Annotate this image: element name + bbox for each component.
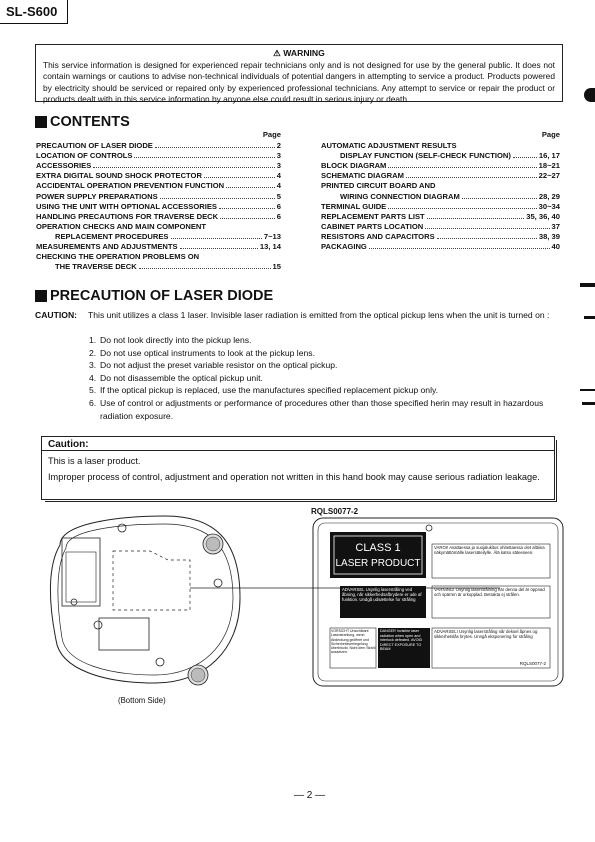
toc-entry-title: MEASUREMENTS AND ADJUSTMENTS <box>36 242 178 252</box>
toc-entry-title: THE TRAVERSE DECK <box>55 262 137 272</box>
caution-item-number: 1. <box>89 335 97 345</box>
precaution-title: PRECAUTION OF LASER DIODE <box>50 288 274 304</box>
caution-item-number: 3. <box>89 360 97 371</box>
toc-entry-page: 5 <box>276 191 281 201</box>
toc-entry-title: EXTRA DIGITAL SOUND SHOCK PROTECTOR <box>36 171 202 181</box>
toc-page-header: Page <box>262 130 281 139</box>
caution-box-title: Caution: <box>48 439 89 450</box>
toc-entry-title: PRECAUTION OF LASER DIODE <box>36 141 153 151</box>
toc-entry-page: 13, 14 <box>259 242 281 252</box>
bottom-panel <box>99 618 149 650</box>
caution-label: CAUTION: <box>35 310 78 320</box>
toc-entry-title: TERMINAL GUIDE <box>321 201 387 211</box>
screw <box>94 621 102 629</box>
edge-mark <box>580 283 595 287</box>
varning-text: VARNING! Osynlig laserstrålning när denna del är öppnad och spärren är urkopplad. Betrakta ej strålen. <box>434 587 545 597</box>
toc-entry-page: 28, 29 <box>538 191 560 201</box>
screw <box>156 658 164 666</box>
caution-item-number: 6. <box>89 397 97 408</box>
toc-entry-page: 35, 36, 40 <box>526 211 560 221</box>
toc-entry-page: 38, 39 <box>538 231 560 241</box>
toc-entry-page: 4 <box>276 181 281 191</box>
toc-entry-page: 18~21 <box>538 161 560 171</box>
advarsel-dk-text: ADVARSEL Usynlig laserstråling ved åbning, når sikkerhedsafbrydere er ude af funktion. Undgå udsættelse for stråling <box>342 587 422 602</box>
contents-title: CONTENTS <box>50 114 130 130</box>
toc-entry-title: POWER SUPPLY PREPARATIONS <box>36 191 158 201</box>
toc-entry-page: 2 <box>276 141 281 151</box>
caution-box-line1: This is a laser product. <box>48 456 141 466</box>
toc-entry-title: AUTOMATIC ADJUSTMENT RESULTS <box>321 141 457 151</box>
caution-item-number: 2. <box>89 347 97 358</box>
screw <box>118 524 126 532</box>
class1-block <box>330 532 426 578</box>
label-code: RQLS0077-2 <box>311 507 359 516</box>
toc-entry-title: WIRING CONNECTION DIAGRAM <box>340 191 460 201</box>
toc-entry-page: 22~27 <box>538 171 560 181</box>
battery-cover <box>62 538 100 606</box>
battery-cover-slot <box>66 552 96 602</box>
toc-entry-page: 16, 17 <box>538 151 560 161</box>
toc-entry-page: 15 <box>272 262 281 272</box>
advarsel-no-text: ADVARSEL! Usynlig laserstråling når deksel åpnes og sikkerhetslås brytes. Unngå eksponering for stråling <box>434 629 538 639</box>
toc-entry-page: 40 <box>551 242 560 252</box>
class1-title: CLASS 1 <box>355 542 401 554</box>
model-number-tab: SL-S600 <box>0 0 68 24</box>
edge-mark <box>582 402 595 405</box>
label-hole <box>426 525 432 531</box>
toc-entry-page: 4 <box>276 171 281 181</box>
toc-entry-title: USING THE UNIT WITH OPTIONAL ACCESSORIES <box>36 201 217 211</box>
vorsicht-text: VORSICHT Unsichtbare Laserstrahlung, wenn Abdeckung geöffnet und Sicherheitsverriegelung überbrückt. Nicht dem Strahl aussetzen. <box>331 629 376 655</box>
toc-entry-title: DISPLAY FUNCTION (SELF-CHECK FUNCTION) <box>340 151 511 161</box>
toc-entry-page: 6 <box>276 201 281 211</box>
caution-item-number: 4. <box>89 372 97 383</box>
toc-entry-title: CABINET PARTS LOCATION <box>321 221 424 231</box>
toc-entry-title: HANDLING PRECAUTIONS FOR TRAVERSE DECK <box>36 211 219 221</box>
figure-caption: (Bottom Side) <box>118 696 166 705</box>
class1-subtitle: LASER PRODUCT <box>335 558 421 569</box>
caution-item-text: Use of control or adjustments or performance of procedures other than those specified herin may result in hazardous radiation exposure. <box>100 397 544 421</box>
caution-text: This unit utilizes a class 1 laser. Invisible laser radiation is emitted from the optical pickup lens when the unit is turned on : <box>88 310 550 320</box>
caution-item-text: Do not adjust the preset variable resistor on the optical pickup. <box>100 360 338 371</box>
binder-hole-mark <box>584 88 595 102</box>
caution-item-text: If the optical pickup is replaced, use the manufactures specified replacement pickup only. <box>100 385 439 396</box>
toc-entry-title: PRINTED CIRCUIT BOARD AND <box>321 181 436 191</box>
screw <box>214 579 222 587</box>
warning-title: ⚠ WARNING <box>273 48 325 58</box>
caution-item-text: Do not disassemble the optical pickup unit. <box>100 372 263 383</box>
toc-entry-title: ACCIDENTAL OPERATION PREVENTION FUNCTION <box>36 181 225 191</box>
toc-entry-title: RESISTORS AND CAPACITORS <box>321 231 435 241</box>
toc-entry-title: ACCESSORIES <box>36 161 92 171</box>
toc-entry-title: REPLACEMENT PARTS LIST <box>321 211 425 221</box>
toc-entry-page: 7~13 <box>263 231 281 241</box>
toc-entry-page: 3 <box>276 151 281 161</box>
toc-entry-page: 3 <box>276 161 281 171</box>
edge-mark <box>584 316 595 319</box>
warning-text: This service information is designed for experienced repair technicians only and is not designed for use by the general public. It does not contain warnings or cautions to advise non-technical individuals of potential dangers in attempting to service a product. Products powered by electricity should be serviced or repaired only by experienced professional technicians. Any attempt to service or repair the product or products dealt with in this service information by anyone else could result in serious injury or death. <box>43 60 555 104</box>
caution-item-text: Do not use optical instruments to look at the pickup lens. <box>100 347 315 358</box>
toc-entry-title: BLOCK DIAGRAM <box>321 161 387 171</box>
toc-page-header: Page <box>541 130 560 139</box>
toc-entry-page: 6 <box>276 211 281 221</box>
toc-entry-page: 37 <box>551 221 560 231</box>
toc-entry-page: 30~34 <box>538 201 560 211</box>
rubber-foot-inner <box>206 537 220 551</box>
toc-entry-title: REPLACEMENT PROCEDURES <box>55 231 169 241</box>
toc-entry-title: OPERATION CHECKS AND MAIN COMPONENT <box>36 221 207 231</box>
caution-item-number: 5. <box>89 385 97 396</box>
label-code-small: RQLS0077-2 <box>519 661 546 666</box>
rubber-foot-inner <box>191 668 205 682</box>
label-dashed-area <box>113 551 190 610</box>
toc-entry-title: LOCATION OF CONTROLS <box>36 151 133 161</box>
varoi-text: VAROI! Avattaessa ja suojalukitus ohitettaessa olet alttiina näkymättömälle lasersäteilylle. Älä katso säteeseen. <box>434 545 545 555</box>
toc-entry-title: CHECKING THE OPERATION PROBLEMS ON <box>36 252 200 262</box>
toc-entry-title: SCHEMATIC DIAGRAM <box>321 171 404 181</box>
caution-box-line2: Improper process of control, adjustment and operation not written in this hand book may cause serious radiation leakage. <box>48 472 540 482</box>
edge-mark <box>580 389 595 391</box>
caution-item-text: Do not look directly into the pickup lens. <box>100 335 252 345</box>
toc-entry-title: PACKAGING <box>321 242 367 252</box>
danger-text: DANGER Invisible laser radiation when open and interlock defeated. AVOID DIRECT EXPOSURE TO BEAM <box>380 629 423 651</box>
page-number: — 2 — <box>294 790 326 801</box>
